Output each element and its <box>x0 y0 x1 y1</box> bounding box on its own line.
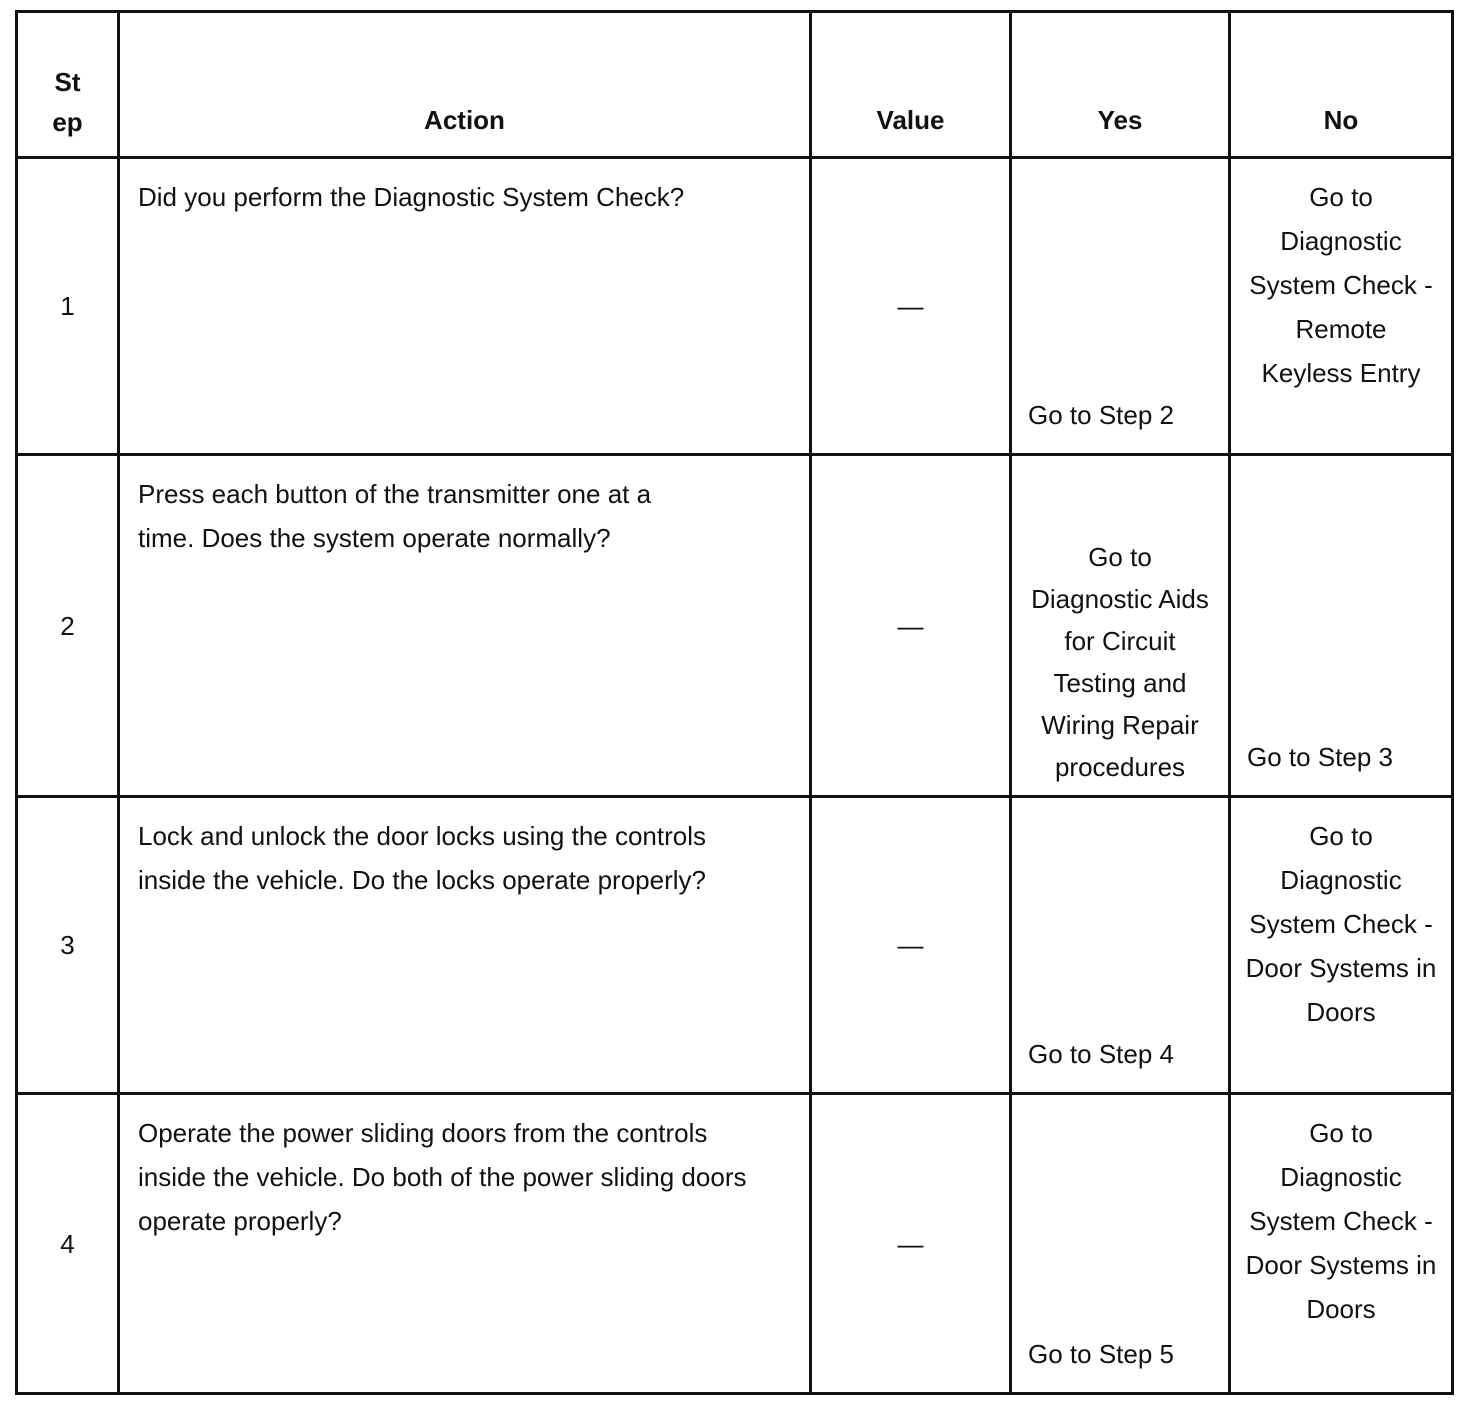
action-cell: Operate the power sliding doors from the controls inside the vehicle. Do both of the power sliding doors operate properly? <box>119 1094 811 1394</box>
no-cell: Go to Diagnostic System Check - Door Systems in Doors <box>1230 797 1453 1094</box>
table-row <box>17 158 1453 455</box>
table-row <box>17 1094 1453 1394</box>
diagnostic-table <box>15 10 1454 1395</box>
yes-cell: Go to Step 2 <box>1011 158 1230 455</box>
action-cell: Did you perform the Diagnostic System Check? <box>119 158 811 455</box>
value-cell: — <box>811 1094 1011 1394</box>
yes-cell: Go to Diagnostic Aids for Circuit Testing and Wiring Repair procedures <box>1011 455 1230 797</box>
yes-cell: Go to Step 5 <box>1011 1094 1230 1394</box>
header-yes: Yes <box>1011 12 1230 158</box>
header-value: Value <box>811 12 1011 158</box>
value-cell: — <box>811 455 1011 797</box>
header-action: Action <box>119 12 811 158</box>
no-cell: Go to Step 3 <box>1230 455 1453 797</box>
header-no: No <box>1230 12 1453 158</box>
action-cell: Press each button of the transmitter one at a time. Does the system operate normally? <box>119 455 811 797</box>
step-cell: 2 <box>17 455 119 797</box>
no-cell: Go to Diagnostic System Check - Door Systems in Doors <box>1230 1094 1453 1394</box>
value-cell: — <box>811 158 1011 455</box>
step-cell: 3 <box>17 797 119 1094</box>
table-row <box>17 797 1453 1094</box>
no-cell: Go to Diagnostic System Check - Remote Keyless Entry <box>1230 158 1453 455</box>
value-cell: — <box>811 797 1011 1094</box>
step-cell: 1 <box>17 158 119 455</box>
step-cell: 4 <box>17 1094 119 1394</box>
header-step: St ep <box>17 12 119 158</box>
action-cell: Lock and unlock the door locks using the controls inside the vehicle. Do the locks operate properly? <box>119 797 811 1094</box>
header-row <box>17 12 1453 158</box>
table-row <box>17 455 1453 797</box>
yes-cell: Go to Step 4 <box>1011 797 1230 1094</box>
